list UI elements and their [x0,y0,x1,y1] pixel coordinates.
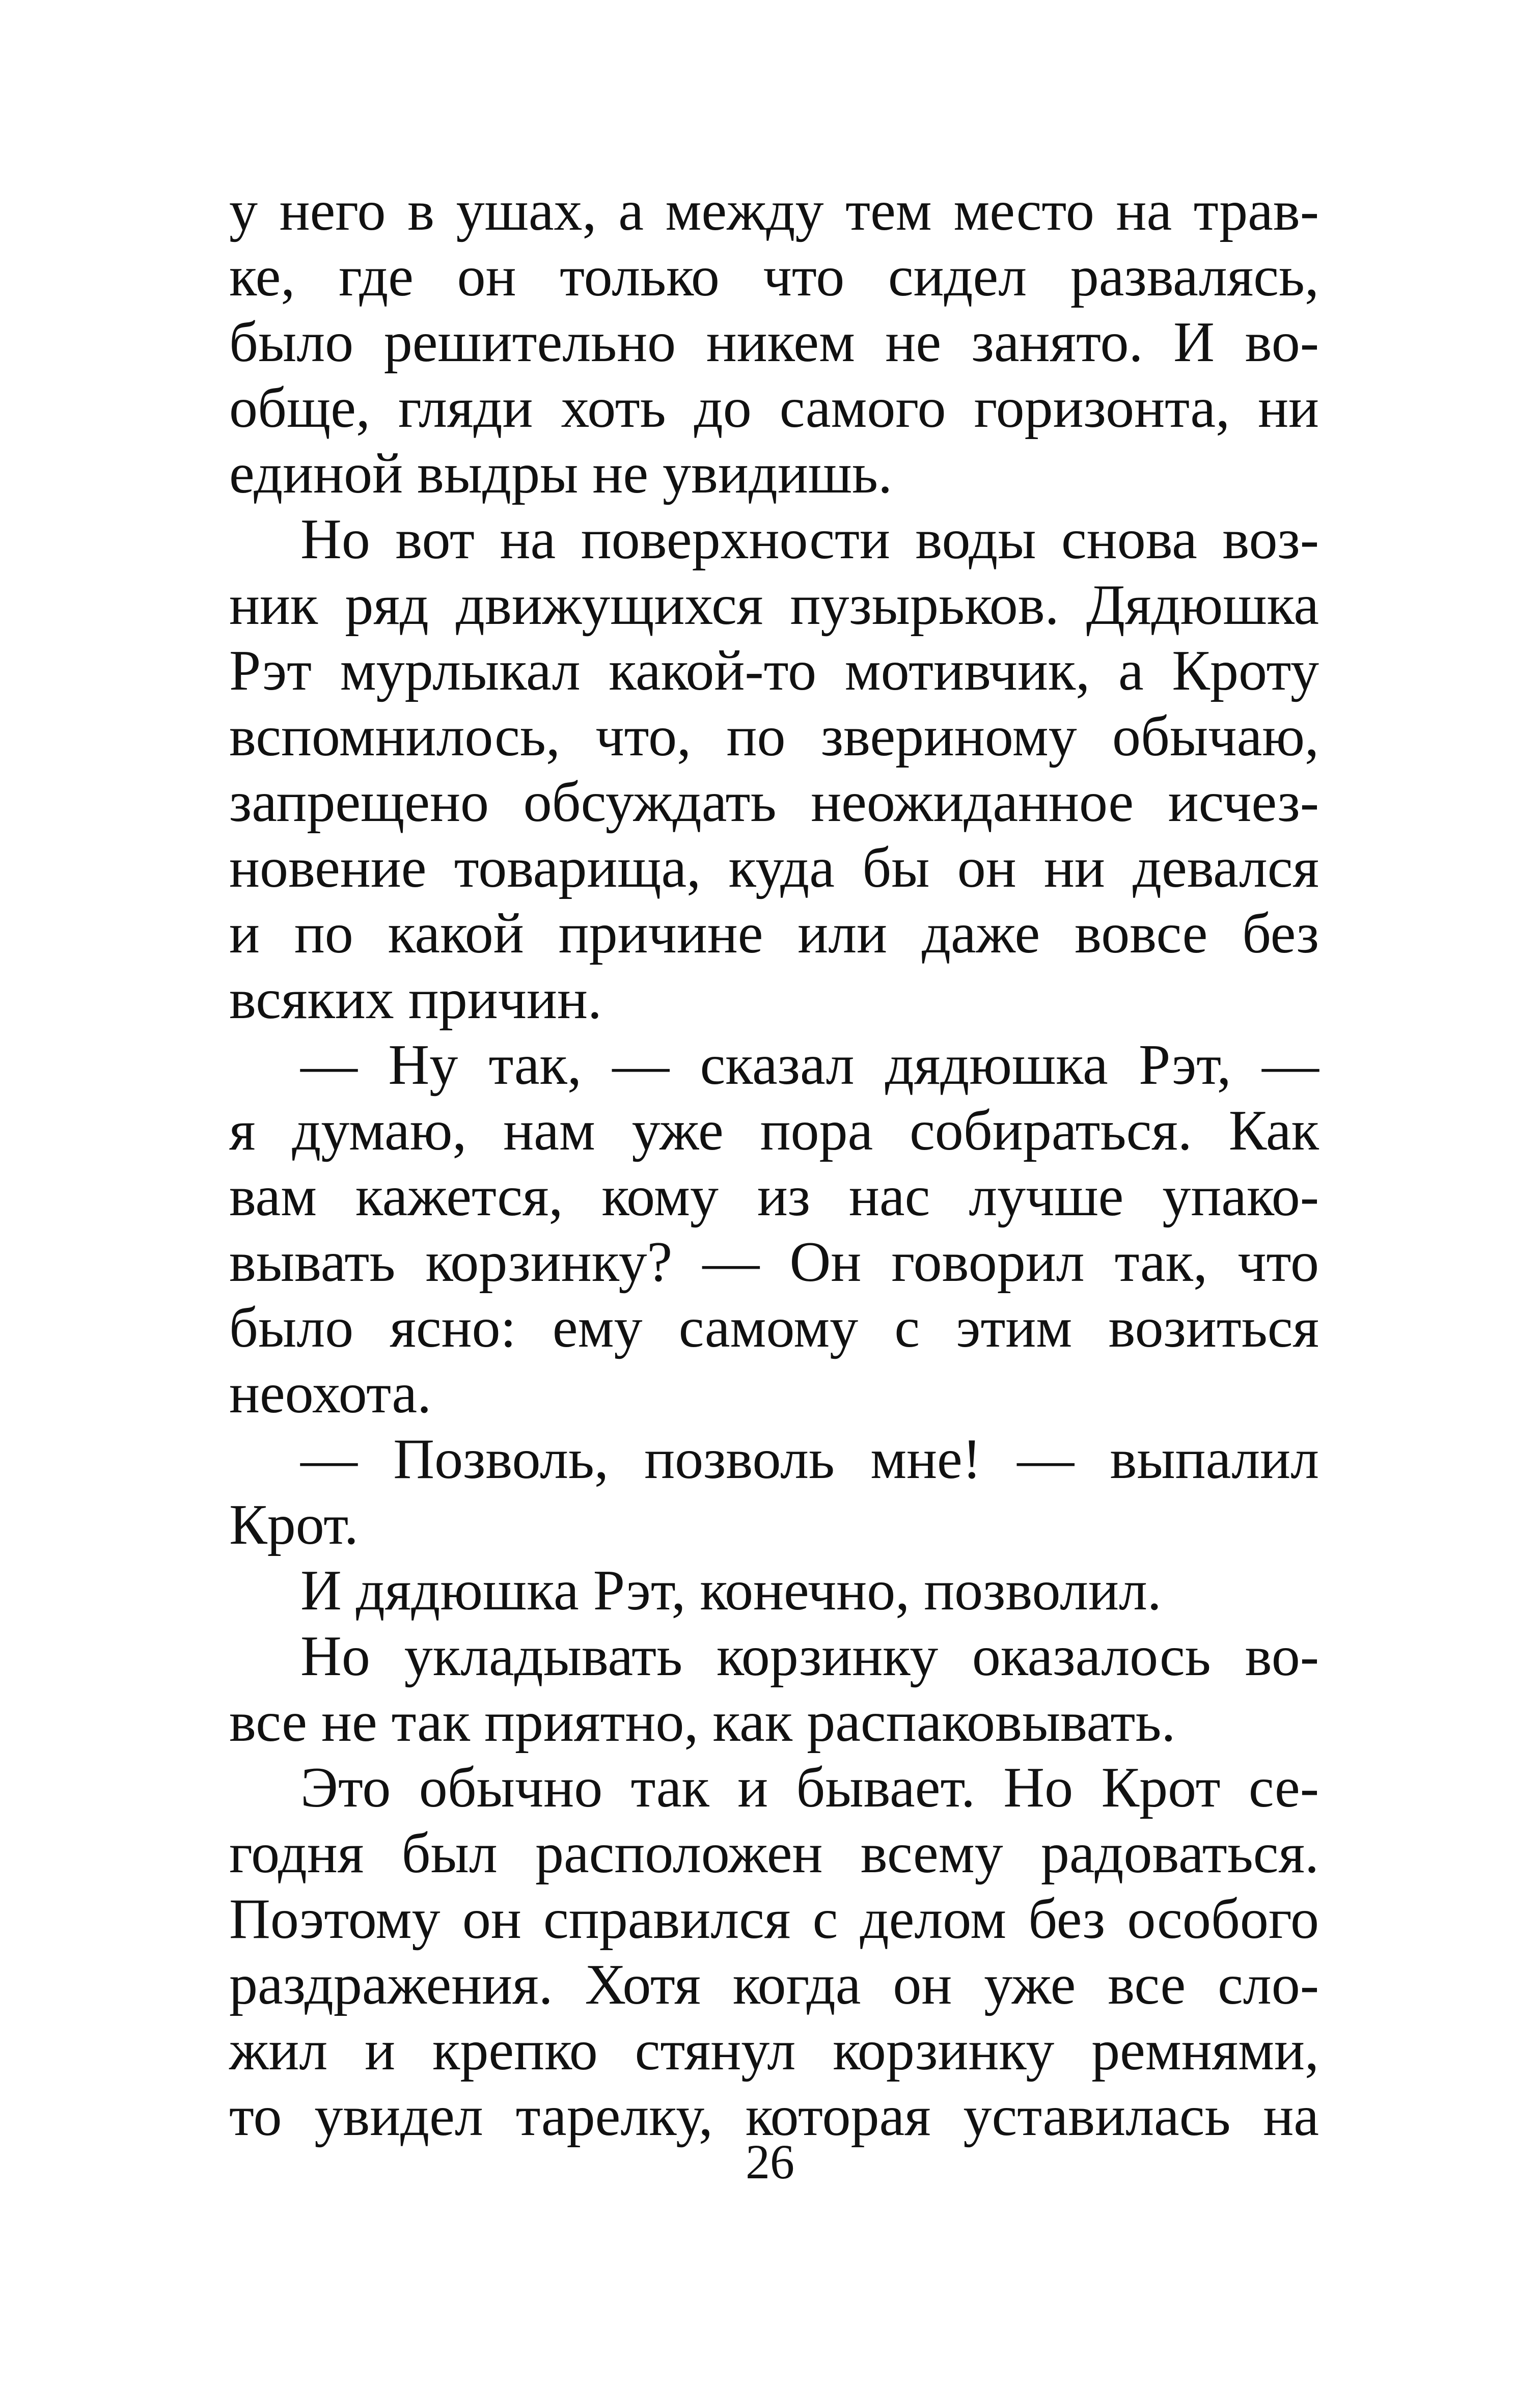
text-line: все не так приятно, как распаковывать. [229,1690,1176,1754]
text-line: И дядюшка Рэт, конечно, позволил. [300,1559,1162,1622]
body-text [229,178,1319,2149]
text-line: Но укладывать корзинку оказалось во- [300,1625,1319,1688]
text-line: ке, где он только что сидел развалясь, [229,245,1319,308]
text-line: единой выдры не увидишь. [229,442,893,505]
text-line: раздражения. Хотя когда он уже все сло- [229,1953,1319,2016]
text-line: обще, гляди хоть до самого горизонта, ни [229,376,1319,440]
text-line: — Позволь, позволь мне! — выпалил [300,1428,1319,1491]
text-line: Это обычно так и бывает. Но Крот се- [300,1756,1319,1819]
text-line: Крот. [229,1493,359,1556]
text-line: было решительно никем не занято. И во- [229,311,1319,374]
text-line: новение товарища, куда бы он ни девался [229,836,1319,899]
text-line: Поэтому он справился с делом без особого [229,1887,1319,1951]
text-line: запрещено обсуждать неожиданное исчез- [229,771,1319,834]
page-number: 26 [746,2135,794,2189]
text-line: всяких причин. [229,968,602,1031]
text-line: у него в ушах, а между тем место на трав- [229,179,1319,242]
text-line: ник ряд движущихся пузырьков. Дядюшка [229,573,1319,637]
text-line: я думаю, нам уже пора собираться. Как [229,1099,1319,1162]
text-line: Но вот на поверхности воды снова воз- [300,508,1319,571]
text-line: то увидел тарелку, которая уставилась на [229,2085,1319,2148]
text-line: и по какой причине или даже вовсе без [229,902,1319,965]
text-line: неохота. [229,1362,432,1425]
text-line: было ясно: ему самому с этим возиться [229,1296,1319,1359]
text-line: вам кажется, кому из нас лучше упако- [229,1165,1319,1228]
text-line: вывать корзинку? — Он говорил так, что [229,1230,1319,1294]
text-line: вспомнилось, что, по звериному обычаю, [229,705,1319,768]
text-line: годня был расположен всему радоваться. [229,1822,1319,1885]
text-line: жил и крепко стянул корзинку ремнями, [229,2019,1319,2082]
text-line: — Ну так, — сказал дядюшка Рэт, — [300,1033,1319,1097]
text-line: Рэт мурлыкал какой-то мотивчик, а Кроту [229,639,1319,702]
